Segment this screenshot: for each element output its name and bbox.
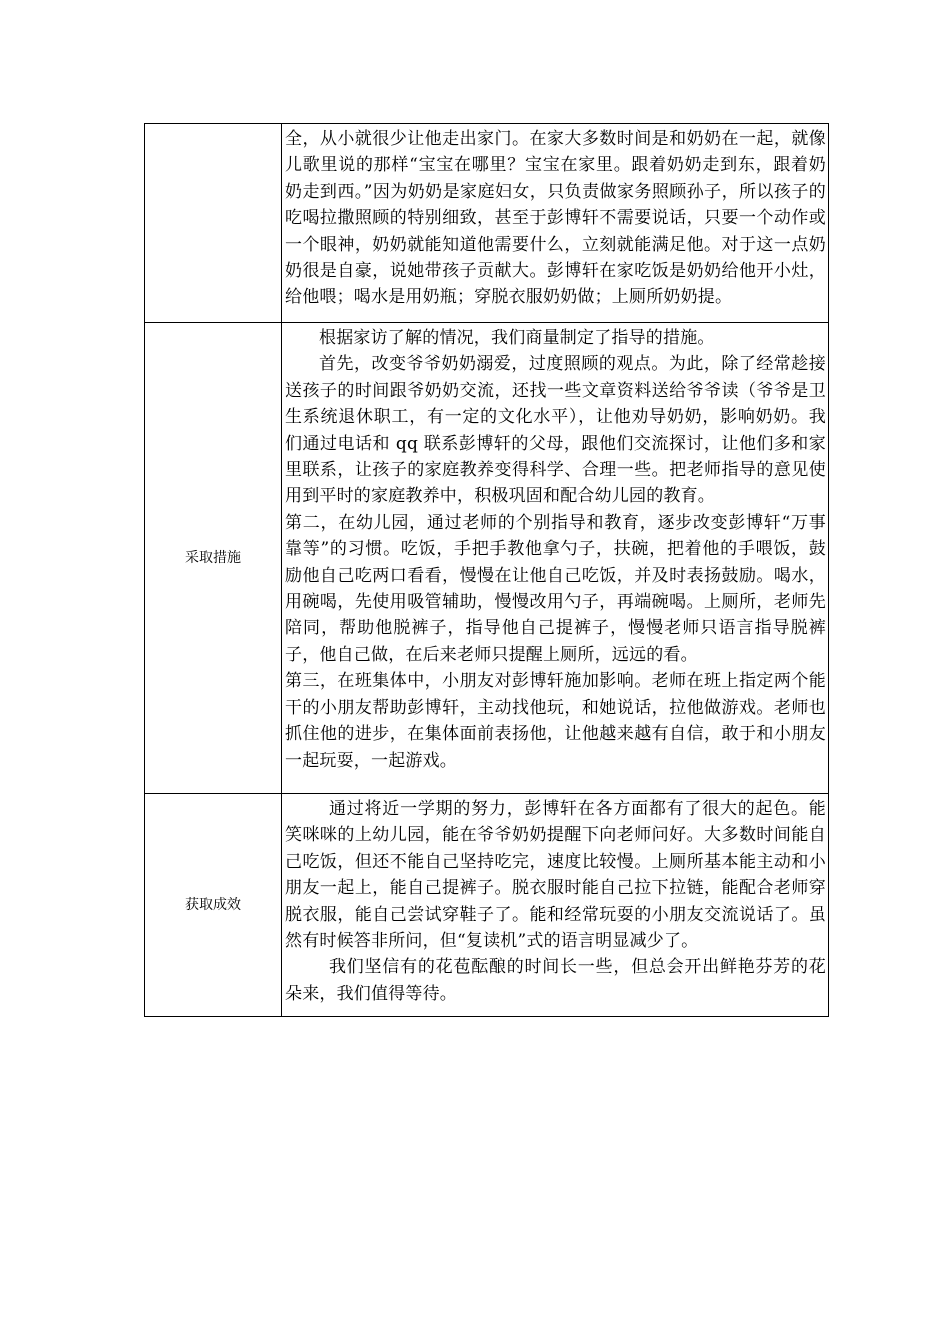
row-label-results: 获取成效 — [145, 794, 282, 1017]
content-table — [144, 123, 829, 1017]
background-content-cell — [282, 124, 829, 323]
paragraph: 首先，改变爷爷奶奶溺爱，过度照顾的观点。为此，除了经常趁接送孩子的时间跟爷奶奶交流，还找一些文章资料送给爷爷读（爷爷是卫生系统退休职工，有一定的文化水平），让他劝导奶奶，影响奶奶。我们通过电话和 qq 联系彭博轩的父母，跟他们交流探讨，让他们多和家里联系，让孩子的家庭教养变得科学、合理一些。把老师指导的意见使用到平时的家庭教养中，积极巩固和配合幼儿园的教育。 — [285, 354, 826, 507]
table-row-background — [145, 124, 829, 323]
paragraph: 第二，在幼儿园，通过老师的个别指导和教育，逐步改变彭博轩“万事靠等”的习惯。吃饭，手把手教他拿勺子，扶碗，把着他的手喂饭，鼓励他自己吃两口看看，慢慢在让他自己吃饭，并及时表扬鼓励。喝水，用碗喝，先使用吸管辅助，慢慢改用勺子，再端碗喝。上厕所，老师先陪同，帮助他脱裤子，指导他自己提裤子，慢慢老师只语言指导脱裤子，他自己做，在后来老师只提醒上厕所，远远的看。 — [285, 512, 826, 665]
paragraph: 我们坚信有的花苞酝酿的时间长一些，但总会开出鲜艳芬芳的花朵来，我们值得等待。 — [285, 957, 826, 1004]
row-label-empty — [145, 124, 282, 323]
table-row-measures — [145, 323, 829, 794]
row-label-measures: 采取措施 — [145, 323, 282, 794]
table-row-results — [145, 794, 829, 1017]
paragraph: 根据家访了解的情况，我们商量制定了指导的措施。 — [319, 328, 715, 348]
paragraph: 通过将近一学期的努力，彭博轩在各方面都有了很大的起色。能笑咪咪的上幼儿园，能在爷爷奶奶提醒下向老师问好。大多数时间能自己吃饭，但还不能自己坚持吃完，速度比较慢。上厕所基本能主动和小朋友一起上，能自己提裤子。脱衣服时能自己拉下拉链，能配合老师穿脱衣服，能自己尝试穿鞋子了。能和经常玩耍的小朋友交流说话了。虽然有时候答非所问，但“复读机”式的语言明显减少了。 — [285, 799, 826, 952]
results-content-cell — [282, 794, 829, 1017]
measures-content-cell — [282, 323, 829, 794]
paragraph: 第三，在班集体中，小朋友对彭博轩施加影响。老师在班上指定两个能干的小朋友帮助彭博轩，主动找他玩，和她说话，拉他做游戏。老师也抓住他的进步，在集体面前表扬他，让他越来越有自信，敢于和小朋友一起玩耍，一起游戏。 — [285, 671, 826, 771]
paragraph: 全，从小就很少让他走出家门。在家大多数时间是和奶奶在一起，就像儿歌里说的那样“宝宝在哪里？宝宝在家里。跟着奶奶走到东，跟着奶奶走到西。”因为奶奶是家庭妇女，只负责做家务照顾孙子，所以孩子的吃喝拉撒照顾的特别细致，甚至于彭博轩不需要说话，只要一个动作或一个眼神，奶奶就能知道他需要什么，立刻就能满足他。对于这一点奶奶很是自豪，说她带孩子贡献大。彭博轩在家吃饭是奶奶给他开小灶，给他喂；喝水是用奶瓶；穿脱衣服奶奶做；上厕所奶奶提。 — [285, 129, 826, 308]
